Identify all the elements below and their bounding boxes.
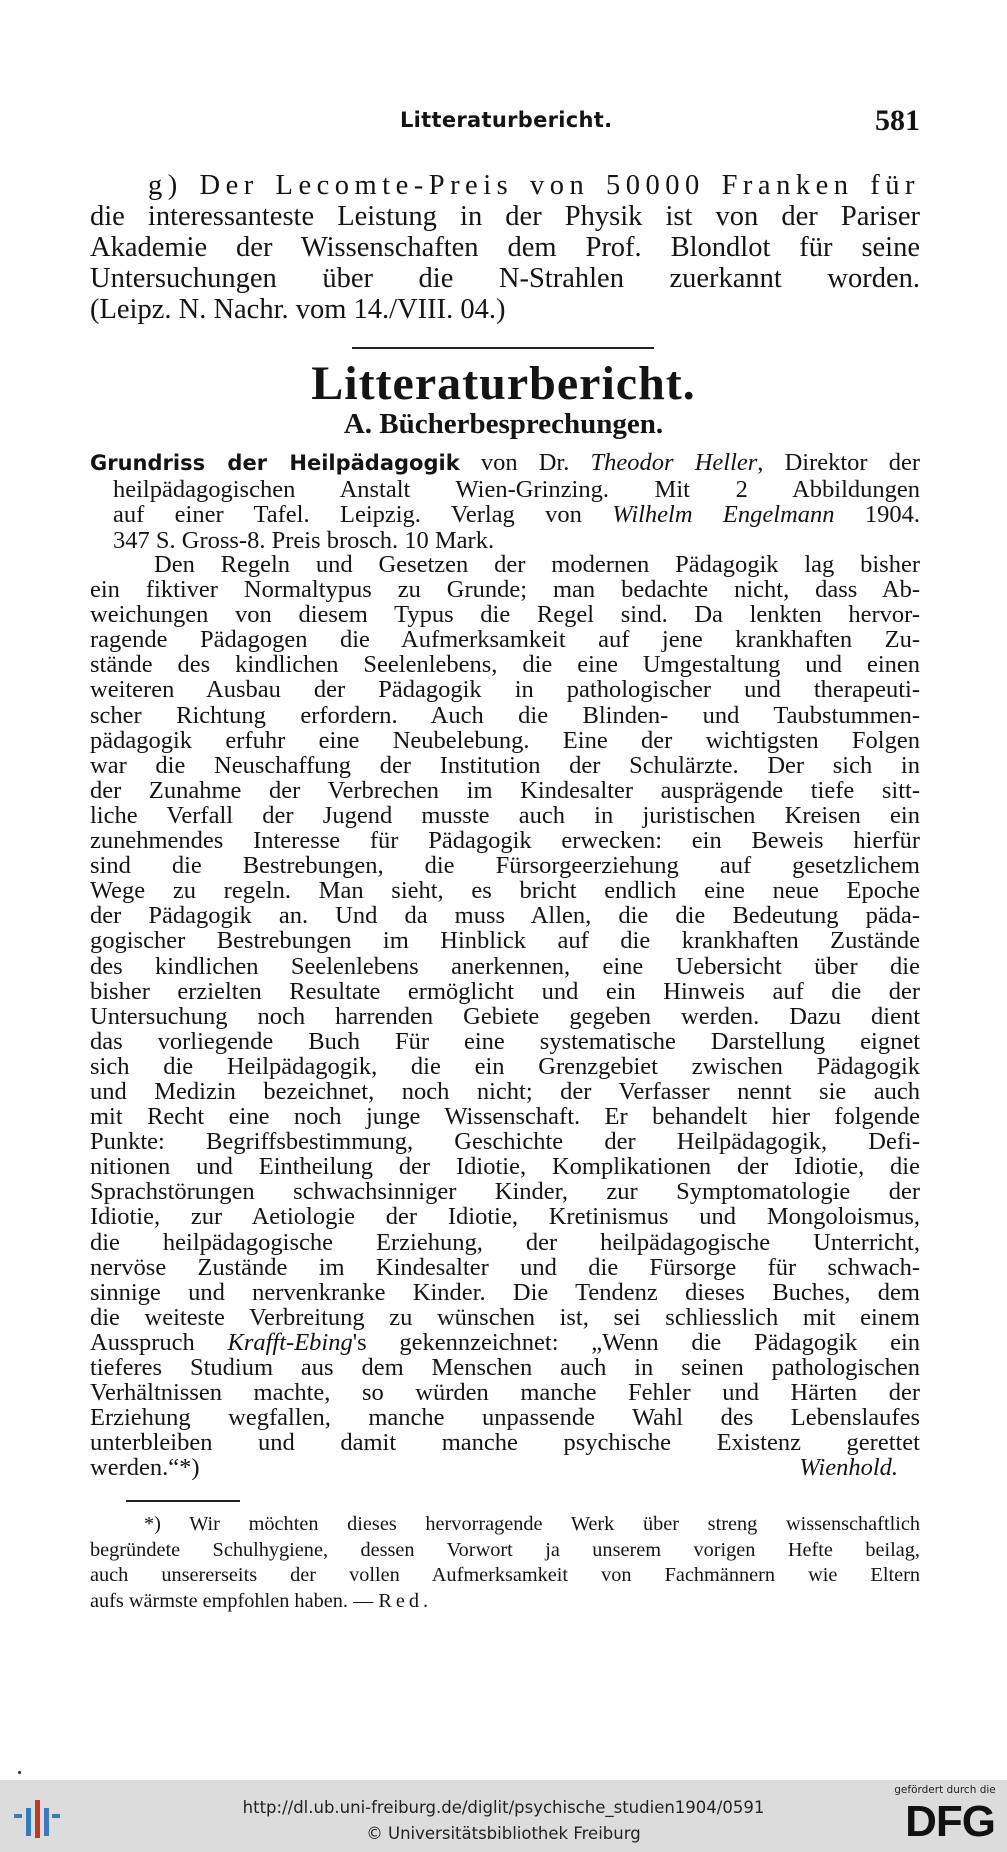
body-line: Erziehung wegfallen, manche unpassende Wahl des Lebenslaufes bbox=[90, 1404, 920, 1432]
body-line: Wege zu regeln. Man sieht, es bricht endlich eine neue Epoche bbox=[90, 877, 920, 905]
paragraph-line: die interessanteste Leistung in der Physik ist von der Pariser bbox=[90, 201, 920, 232]
page-number: 581 bbox=[875, 104, 920, 137]
entry-text: 1904. bbox=[864, 501, 920, 528]
closing-line bbox=[90, 1455, 920, 1480]
body-line: bisher erzielten Resultate ermöglicht und ein Hinweis auf die der bbox=[90, 977, 920, 1005]
body-line: liche Verfall der Jugend musste auch in juristischen Kreisen ein bbox=[90, 801, 920, 829]
body-text: Ausspruch bbox=[90, 1328, 195, 1356]
paragraph-line: Akademie der Wissenschaften dem Prof. Blondlot für seine bbox=[90, 232, 920, 263]
footnote-text: aufs wärmste empfohlen haben. — bbox=[90, 1589, 374, 1612]
author-prefix: von Dr. bbox=[480, 449, 570, 476]
body-line: und Medizin bezeichnet, noch nicht; der Verfasser nennt sie auch bbox=[90, 1077, 920, 1105]
body-line: Idiotie, zur Aetiologie der Idiotie, Kretinismus und Mongoloismus, bbox=[90, 1203, 920, 1231]
editor-signature: Red. bbox=[378, 1589, 433, 1612]
section-divider bbox=[352, 347, 654, 349]
body-line: Sprachstörungen schwachsinniger Kinder, zur Symptomatologie der bbox=[90, 1178, 920, 1206]
body-line: das vorliegende Buch Für eine systematische Darstellung eignet bbox=[90, 1027, 920, 1055]
body-line: weichungen von diesem Typus die Regel sind. Da lenkten hervor- bbox=[90, 601, 920, 629]
body-line: Untersuchung noch harrenden Gebiete gegeben werden. Dazu dient bbox=[90, 1002, 920, 1030]
body-line: gogischer Bestrebungen im Hinblick auf die krankhaften Zustände bbox=[90, 927, 920, 955]
entry-text: auf einer Tafel. Leipzig. Verlag von bbox=[113, 501, 582, 528]
body-line: sich die Heilpädagogik, die ein Grenzgebiet zwischen Pädagogik bbox=[90, 1052, 920, 1080]
dfg-tagline: gefördert durch die bbox=[894, 1784, 996, 1796]
document-url-link[interactable]: http://dl.ub.uni-freiburg.de/diglit/psychische_studien1904/0591 bbox=[242, 1798, 765, 1817]
body-line: pädagogik erfuhr eine Neubelebung. Eine der wichtigsten Folgen bbox=[90, 726, 920, 754]
running-head-title: Litteraturbericht. bbox=[400, 108, 613, 132]
body-line: der Zunahme der Verbrechen im Kindesalter ausprägende tiefe sitt- bbox=[90, 776, 920, 804]
copyright-notice: © Universitätsbibliothek Freiburg bbox=[366, 1824, 641, 1843]
body-line: scher Richtung erfordern. Auch die Blinden- und Taubstummen- bbox=[90, 701, 920, 729]
lecomte-prize-paragraph bbox=[90, 170, 920, 325]
body-line: des kindlichen Seelenlebens anerkennen, eine Uebersicht über die bbox=[90, 952, 920, 980]
footnote-line: *) Wir möchten dieses hervorragende Werk über streng wissenschaftlich bbox=[144, 1513, 920, 1535]
review-bibliographic-entry bbox=[90, 450, 920, 553]
footnote-line: begründete Schulhygiene, dessen Vorwort ja unserem vorigen Hefte beilag, bbox=[90, 1538, 920, 1561]
body-line: die heilpädagogische Erziehung, der heilpädagogische Unterricht, bbox=[90, 1228, 920, 1256]
paragraph-line: (Leipz. N. Nachr. vom 14./VIII. 04.) bbox=[90, 294, 506, 325]
footnote-divider bbox=[126, 1500, 240, 1502]
dfg-logo[interactable] bbox=[891, 1784, 999, 1848]
body-line: Punkte: Begriffsbestimmung, Geschichte der Heilpädagogik, Defi- bbox=[90, 1128, 920, 1156]
body-text: 's gekennzeichnet: „Wenn die Pädagogik ein bbox=[352, 1328, 921, 1356]
body-line: war die Neuschaffung der Institution der Schulärzte. Der sich in bbox=[90, 751, 920, 779]
body-line: sind die Bestrebungen, die Fürsorgeerziehung auf gesetzlichem bbox=[90, 852, 920, 880]
body-line: sinnige und nervenkranke Kinder. Die Tendenz dieses Buches, dem bbox=[90, 1278, 920, 1306]
reviewer-signature: Wienhold. bbox=[799, 1454, 898, 1482]
body-line: tieferes Studium aus dem Menschen auch in seinen pathologischen bbox=[90, 1354, 920, 1381]
paragraph-line: Untersuchungen über die N-Strahlen zuerkannt worden. bbox=[90, 263, 920, 294]
body-line: mit Recht eine noch junge Wissenschaft. Er behandelt hier folgende bbox=[90, 1103, 920, 1131]
author-name: Theodor Heller bbox=[590, 449, 758, 476]
entry-line: 347 S. Gross-8. Preis brosch. 10 Mark. bbox=[113, 526, 495, 554]
body-line: unterbleiben und damit manche psychische Existenz gerettet bbox=[90, 1429, 920, 1457]
body-line: ragende Pädagogen die Aufmerksamkeit auf jene krankhaften Zu- bbox=[90, 626, 920, 654]
body-line: Verhältnissen machte, so würden manche Fehler und Härten der bbox=[90, 1379, 920, 1407]
dfg-wordmark: DFG bbox=[905, 1797, 995, 1846]
body-line: nervöse Zustände im Kindesalter und die Fürsorge für schwach- bbox=[90, 1253, 920, 1281]
footnote-line: auch unsererseits der vollen Aufmerksamkeit von Fachmännern wie Eltern bbox=[90, 1564, 920, 1586]
publisher-name: Wilhelm Engelmann bbox=[612, 501, 835, 528]
entry-text: , Direktor der bbox=[757, 449, 921, 476]
body-line: die weiteste Verbreitung zu wünschen ist, sei schliesslich mit einem bbox=[90, 1303, 920, 1331]
library-footer-bar bbox=[0, 1780, 1007, 1852]
body-line: ein fiktiver Normaltypus zu Grunde; man bedachte nicht, dass Ab- bbox=[90, 576, 920, 604]
body-line bbox=[90, 1330, 920, 1355]
body-line: Den Regeln und Gesetzen der modernen Pädagogik lag bisher bbox=[154, 551, 920, 578]
running-head bbox=[90, 104, 920, 142]
entry-line: heilpädagogischen Anstalt Wien-Grinzing. Mit 2 Abbildungen bbox=[113, 475, 920, 503]
body-line: stände des kindlichen Seelenlebens, die eine Umgestaltung und einen bbox=[90, 651, 920, 679]
body-text: werden.“*) bbox=[90, 1454, 200, 1482]
book-title: Grundriss der Heilpädagogik bbox=[90, 451, 460, 475]
body-line: der Pädagogik an. Und da muss Allen, die die Bedeutung päda- bbox=[90, 902, 920, 930]
footnote bbox=[90, 1512, 920, 1614]
body-line: weiteren Ausbau der Pädagogik in pathologischer und therapeuti- bbox=[90, 676, 920, 704]
review-body bbox=[90, 552, 920, 1480]
body-line: zunehmendes Interesse für Pädagogik erwecken: ein Beweis hierfür bbox=[90, 827, 920, 855]
subsection-title: A. Bücherbesprechungen. bbox=[343, 408, 664, 440]
body-line: nitionen und Eintheilung der Idiotie, Komplikationen der Idiotie, die bbox=[90, 1153, 920, 1181]
section-title: Litteraturbericht. bbox=[311, 357, 696, 410]
paragraph-line: g) Der Lecomte-Preis von 50000 Franken für bbox=[148, 170, 920, 201]
scan-speck bbox=[18, 1771, 21, 1774]
quoted-author: Krafft-Ebing bbox=[227, 1328, 353, 1356]
